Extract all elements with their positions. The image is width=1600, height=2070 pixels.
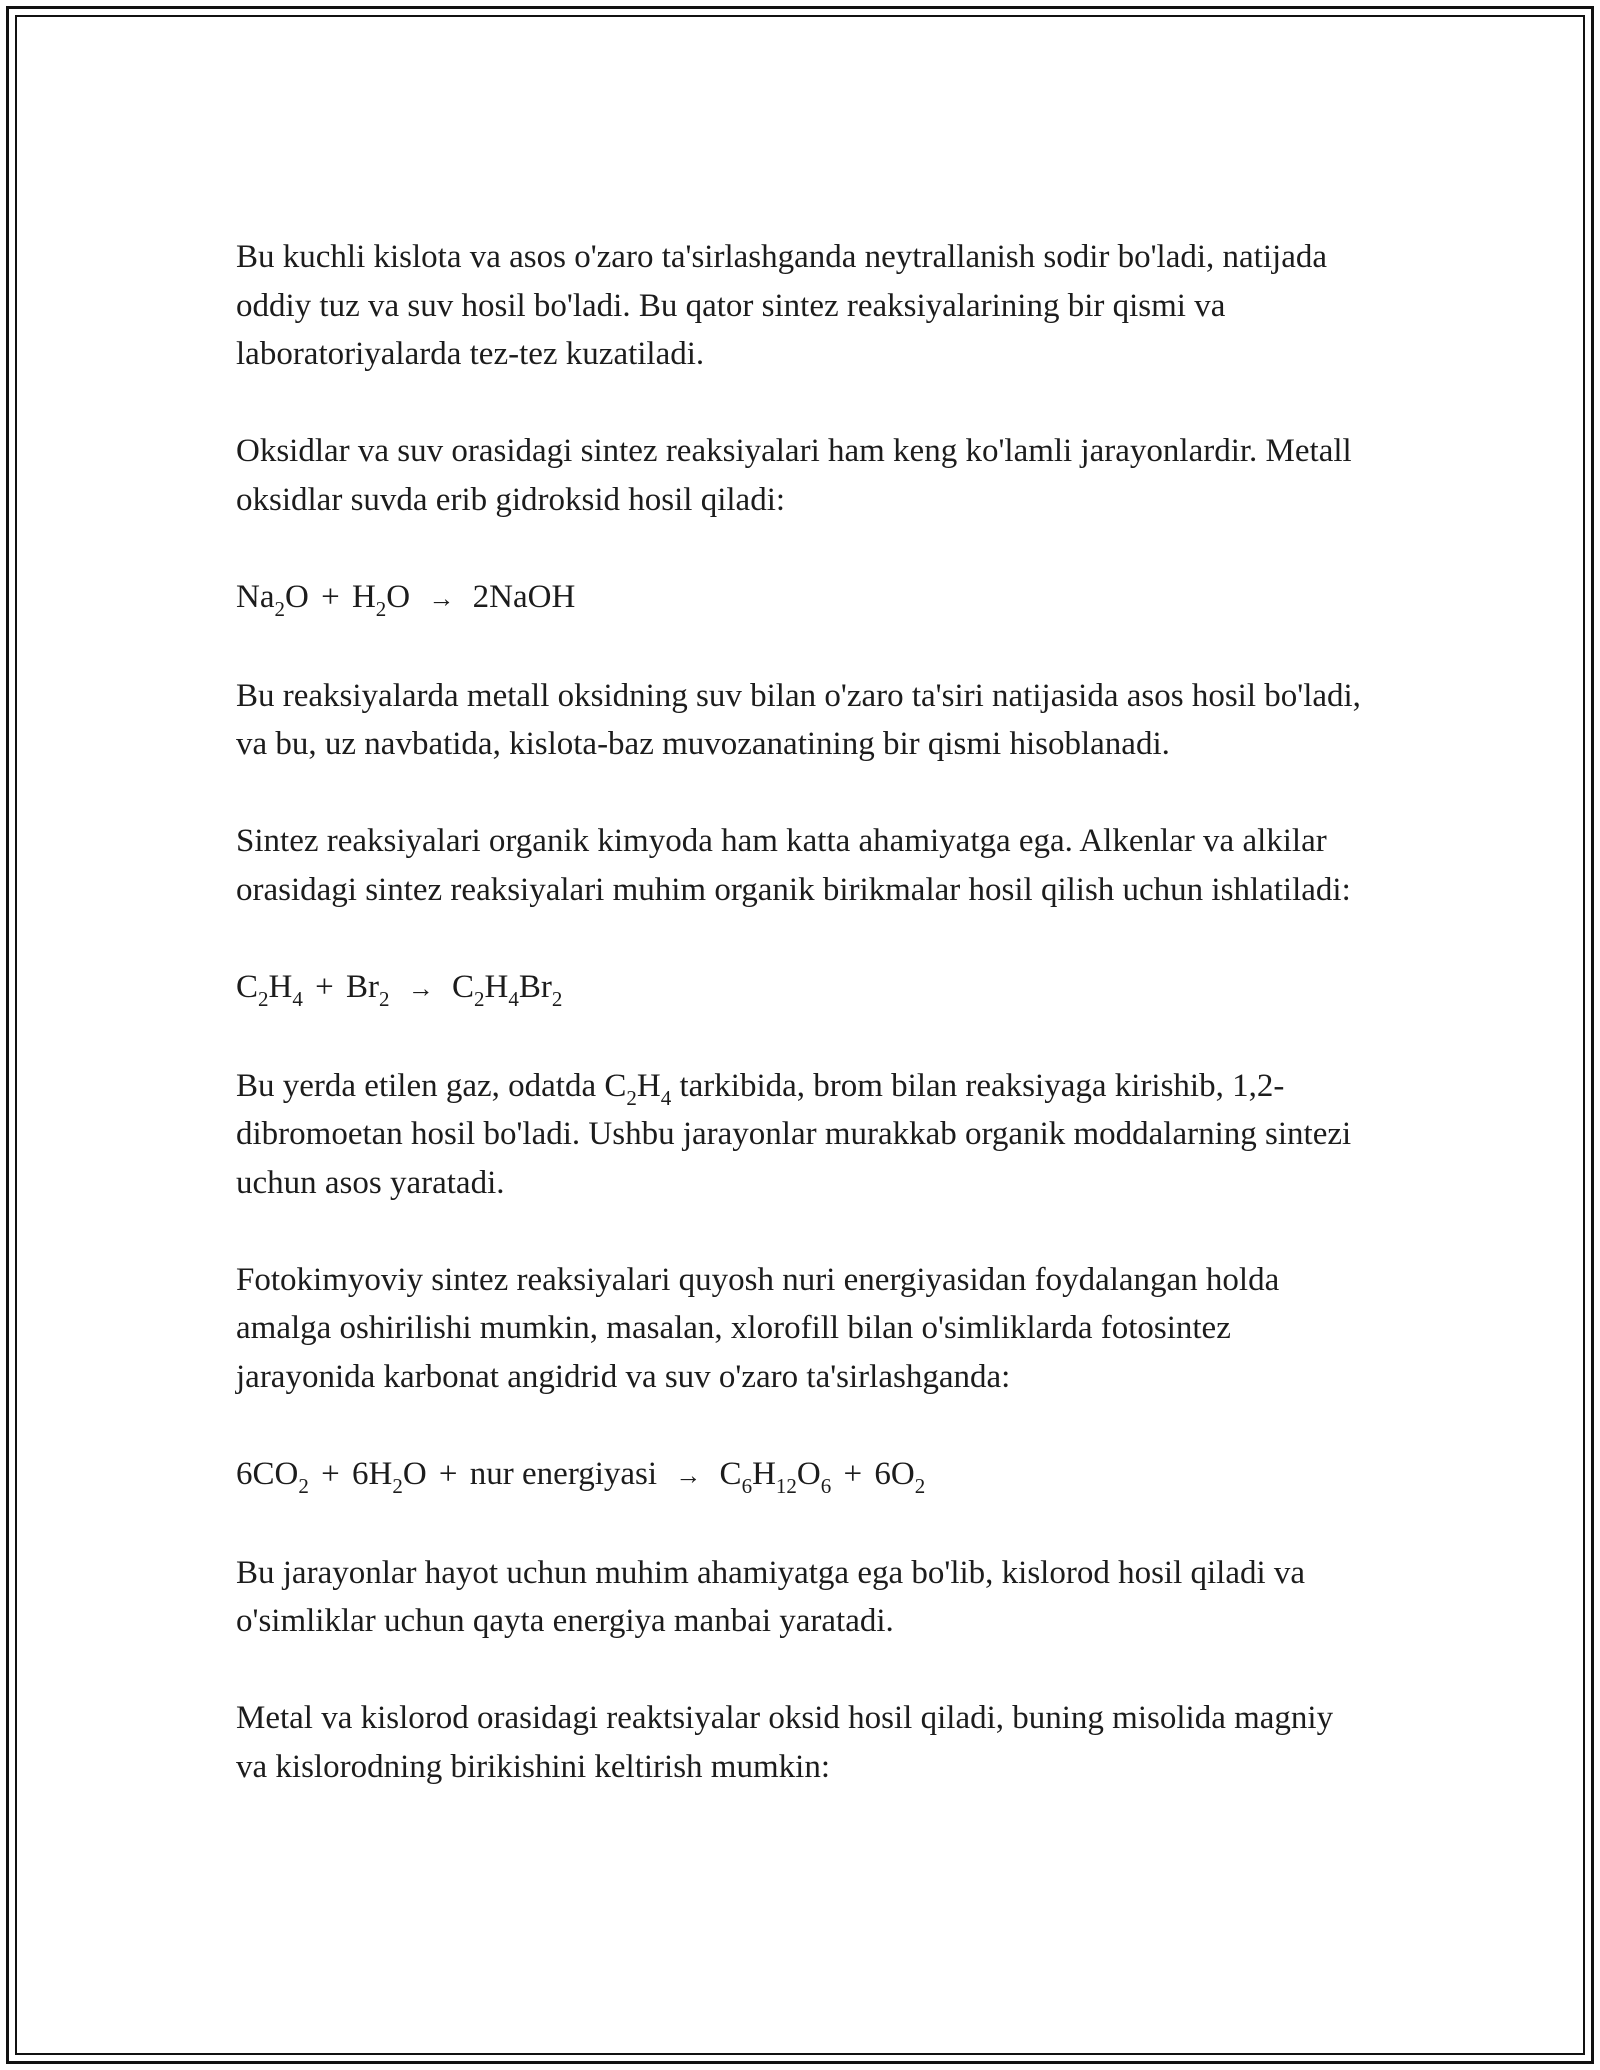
equation-photosynthesis [236, 1450, 1366, 1501]
equation-bromination [236, 963, 1366, 1014]
formula-6o2: $6O_2$ [874, 1455, 926, 1498]
paragraph-neutralization: Bu kuchli kislota va asos o'zaro ta'sirlashganda neytrallanish sodir bo'ladi, natijada oddiy tuz va suv hosil bo'ladi. Bu qator sintez reaksiyalarining bir qismi va laboratoriyalarda tez-tez kuzatiladi. [236, 239, 1327, 372]
plus-sign: + [438, 1455, 458, 1492]
document-body [236, 233, 1366, 1791]
formula-c2h4: $C_2H_4$ [236, 968, 303, 1011]
paragraph-oxides-water: Oksidlar va suv orasidagi sintez reaksiyalari ham keng ko'lamli jarayonlardir. Metall oksidlar suvda erib gidroksid hosil qiladi: [236, 433, 1352, 518]
paragraph-metal-oxygen: Metal va kislorod orasidagi reaktsiyalar oksid hosil qiladi, buning misolida magniy va kislorodning birikishini keltirish mumkin: [236, 1700, 1334, 1785]
light-energy-term: nur energiyasi [469, 1455, 658, 1492]
paragraph-photochemical: Fotokimyoviy sintez reaksiyalari quyosh nuri energiyasidan foydalangan holda amalga oshirilishi mumkin, masalan, xlorofill bilan o'simliklarda fotosintez jarayonida karbonat angidrid va suv o'zaro ta'sirlashganda: [236, 1261, 1280, 1395]
paragraph-life-importance: Bu jarayonlar hayot uchun muhim ahamiyatga ega bo'lib, kislorod hosil qiladi va o'simliklar uchun qayta energiya manbai yaratadi. [236, 1554, 1306, 1639]
reaction-arrow: → [407, 973, 434, 1003]
plus-sign: + [843, 1455, 863, 1492]
formula-6h2o: $6H_2O$ [351, 1455, 427, 1498]
formula-glucose: $C_6H_{12}O_6$ [719, 1455, 832, 1498]
formula-naoh: 2NaOH [472, 578, 576, 615]
plus-sign: + [315, 968, 334, 1005]
equation-sodium-hydroxide [236, 573, 1366, 624]
formula-6co2: $6CO_2$ [236, 1455, 309, 1498]
formula-c2h4br2: $C_2H_4Br_2$ [451, 968, 563, 1011]
plus-sign: + [321, 578, 340, 615]
formula-na2o: $Na_2O$ [236, 578, 309, 621]
formula-h2o: $H_2O$ [351, 578, 411, 621]
reaction-arrow: → [428, 583, 455, 613]
reaction-arrow: → [675, 1460, 702, 1490]
plus-sign: + [321, 1455, 340, 1492]
paragraph-ethylene: Bu yerda etilen gaz, odatda $C_2H_4$ tarkibida, brom bilan reaksiyaga kirishib, 1,2-dibromoetan hosil bo'ladi. Ushbu jarayonlar murakkab organik moddalarning sintezi uchun asos yaratadi. [236, 1067, 1352, 1201]
paragraph-base-formation: Bu reaksiyalarda metall oksidning suv bilan o'zaro ta'siri natijasida asos hosil bo'ladi, va bu, uz navbatida, kislota-baz muvozanatining bir qismi hisoblanadi. [236, 677, 1361, 762]
formula-br2: $Br_2$ [345, 968, 390, 1011]
paragraph-organic-synthesis: Sintez reaksiyalari organik kimyoda ham katta ahamiyatga ega. Alkenlar va alkilar orasidagi sintez reaksiyalari muhim organik birikmalar hosil qilish uchun ishlatiladi: [236, 823, 1351, 908]
